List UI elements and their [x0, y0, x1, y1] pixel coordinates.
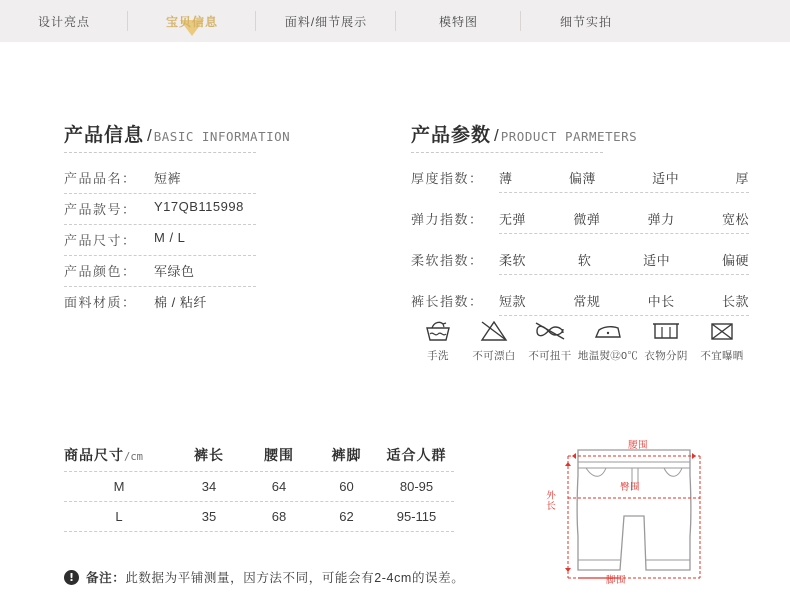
param-option[interactable]: 偏薄 [568, 171, 596, 186]
table-header-row [64, 440, 454, 470]
basic-info-heading-underline [64, 152, 256, 153]
param-option[interactable]: 柔软 [499, 253, 527, 268]
param-options [499, 250, 749, 269]
shorts-outline-svg [540, 432, 755, 587]
tab-detail-shots[interactable] [521, 0, 651, 42]
care-item-no-wring [522, 318, 578, 363]
tab-label: 面料/细节展示 [284, 14, 368, 29]
tab-label: 模特图 [438, 14, 478, 29]
care-label: 不可扭干 [528, 350, 572, 362]
param-row-underline [499, 315, 749, 316]
info-row-underline [64, 193, 256, 194]
info-row-product-code [64, 199, 394, 230]
tab-label: 设计亮点 [37, 14, 90, 29]
column-header-length: 裤长 [194, 447, 224, 463]
basic-info-heading [64, 120, 290, 147]
info-value: 棉 / 粘纤 [154, 295, 207, 310]
cell-length: 34 [201, 478, 217, 494]
param-label: 柔软指数： [411, 253, 484, 268]
info-value: 短裤 [154, 171, 182, 186]
param-option[interactable]: 短款 [499, 294, 527, 309]
tab-model-photos[interactable] [396, 0, 521, 42]
note-lead: 备注： [86, 571, 126, 585]
param-option[interactable]: 薄 [499, 171, 513, 186]
care-label: 不可漂白 [472, 350, 516, 362]
care-item-no-sun-dry [694, 318, 750, 363]
tab-label: 细节实拍 [559, 14, 612, 29]
basic-info-heading-slash: / [147, 126, 152, 145]
param-option[interactable]: 适中 [652, 171, 680, 186]
section-tab-bar [0, 0, 790, 42]
cell-length: 35 [201, 508, 217, 524]
info-row-underline [64, 224, 256, 225]
table-row [64, 502, 454, 530]
param-options [499, 291, 749, 310]
hand-wash-icon [410, 318, 466, 344]
measurement-note [64, 568, 464, 586]
info-row-underline [64, 255, 256, 256]
param-option[interactable]: 中长 [647, 294, 675, 309]
note-body: 此数据为平铺测量，因方法不同，可能会有2-4cm的误差。 [125, 571, 465, 585]
cell-size: M [113, 478, 125, 494]
info-label: 产品颜色： [64, 264, 137, 279]
info-label: 产品款号： [64, 202, 137, 217]
info-row-fabric-material [64, 292, 394, 323]
size-unit: /cm [124, 451, 143, 463]
no-wring-icon [522, 318, 578, 344]
param-option[interactable]: 微弹 [573, 212, 601, 227]
info-value: M / L [154, 230, 186, 245]
diagram-label-waist: 腰围 [628, 440, 649, 451]
column-header-fit: 适合人群 [386, 447, 447, 463]
column-header-hem: 裤脚 [331, 447, 362, 463]
care-item-no-bleach [466, 318, 522, 363]
info-row-underline [64, 286, 256, 287]
table-row [64, 472, 454, 500]
diagram-label-outseam: 外长 [544, 490, 555, 511]
care-item-iron-low-temp [578, 318, 638, 363]
param-option[interactable]: 适中 [643, 253, 671, 268]
care-instructions [410, 318, 750, 363]
parameters-heading-slash: / [494, 126, 499, 145]
info-label: 产品尺寸： [64, 233, 137, 248]
param-row-underline [499, 274, 749, 275]
parameters-heading-cn: 产品参数 [411, 125, 492, 146]
info-value: Y17QB115998 [154, 199, 244, 214]
table-divider [64, 531, 454, 532]
cell-waist: 68 [271, 508, 287, 524]
param-option[interactable]: 常规 [573, 294, 601, 309]
exclamation-icon: ! [64, 570, 79, 585]
column-header-label: 商品尺寸 [64, 447, 124, 463]
info-row-product-color [64, 261, 394, 292]
hang-dry-icon [638, 318, 694, 344]
diagram-label-hip: 臀围 [620, 482, 641, 493]
cell-hem: 60 [339, 478, 354, 494]
basic-info-heading-en: BASIC INFORMATION [153, 129, 291, 144]
tab-design-highlights[interactable] [0, 0, 128, 42]
param-option[interactable]: 弹力 [647, 212, 675, 227]
param-option[interactable]: 宽松 [721, 212, 749, 227]
care-label: 衣物分阴 [644, 350, 688, 362]
info-row-product-size [64, 230, 394, 261]
tab-product-info[interactable] [128, 0, 256, 42]
param-option[interactable]: 软 [577, 253, 592, 268]
no-bleach-icon [466, 318, 522, 344]
param-option[interactable]: 长款 [721, 294, 749, 309]
param-option[interactable]: 厚 [735, 171, 749, 186]
cell-fit: 95-115 [396, 508, 437, 524]
info-row-product-name [64, 168, 394, 199]
no-sun-dry-icon [694, 318, 750, 344]
size-table [64, 440, 454, 532]
note-text [86, 568, 464, 586]
parameters-heading [411, 120, 637, 147]
param-row-underline [499, 233, 749, 234]
iron-low-temp-icon [578, 318, 638, 344]
param-option[interactable]: 无弹 [499, 212, 527, 227]
param-row-thickness [411, 168, 751, 204]
column-header-waist: 腰围 [264, 447, 294, 463]
tab-fabric-detail[interactable] [256, 0, 396, 42]
param-row-softness [411, 250, 751, 286]
param-option[interactable]: 偏硬 [721, 253, 749, 268]
cell-waist: 64 [271, 478, 287, 494]
param-row-underline [499, 192, 749, 193]
basic-info-heading-cn: 产品信息 [64, 125, 145, 146]
cell-size: L [115, 508, 123, 524]
info-label: 面料材质： [64, 295, 137, 310]
diagram-label-hem: 脚围 [606, 575, 627, 586]
cell-fit: 80-95 [399, 478, 434, 494]
care-label: 地温熨⑫0℃ [577, 350, 639, 362]
info-label: 产品品名： [64, 171, 137, 186]
param-label: 弹力指数： [411, 212, 484, 227]
care-item-hang-dry [638, 318, 694, 363]
care-item-hand-wash [410, 318, 466, 363]
info-value: 军绿色 [154, 264, 195, 279]
care-label: 手洗 [427, 350, 449, 362]
param-label: 厚度指数： [411, 171, 484, 186]
param-options [499, 209, 749, 228]
param-options [499, 168, 749, 187]
column-header-size [64, 445, 174, 465]
parameters-heading-underline [411, 152, 603, 153]
care-label: 不宜曝晒 [700, 350, 744, 362]
param-label: 裤长指数： [411, 294, 484, 309]
shorts-measurement-diagram [540, 432, 755, 587]
cell-hem: 62 [339, 508, 354, 524]
param-row-elasticity [411, 209, 751, 245]
parameters-heading-en: PRODUCT PARMETERS [500, 129, 638, 144]
tab-label: 宝贝信息 [165, 14, 218, 29]
